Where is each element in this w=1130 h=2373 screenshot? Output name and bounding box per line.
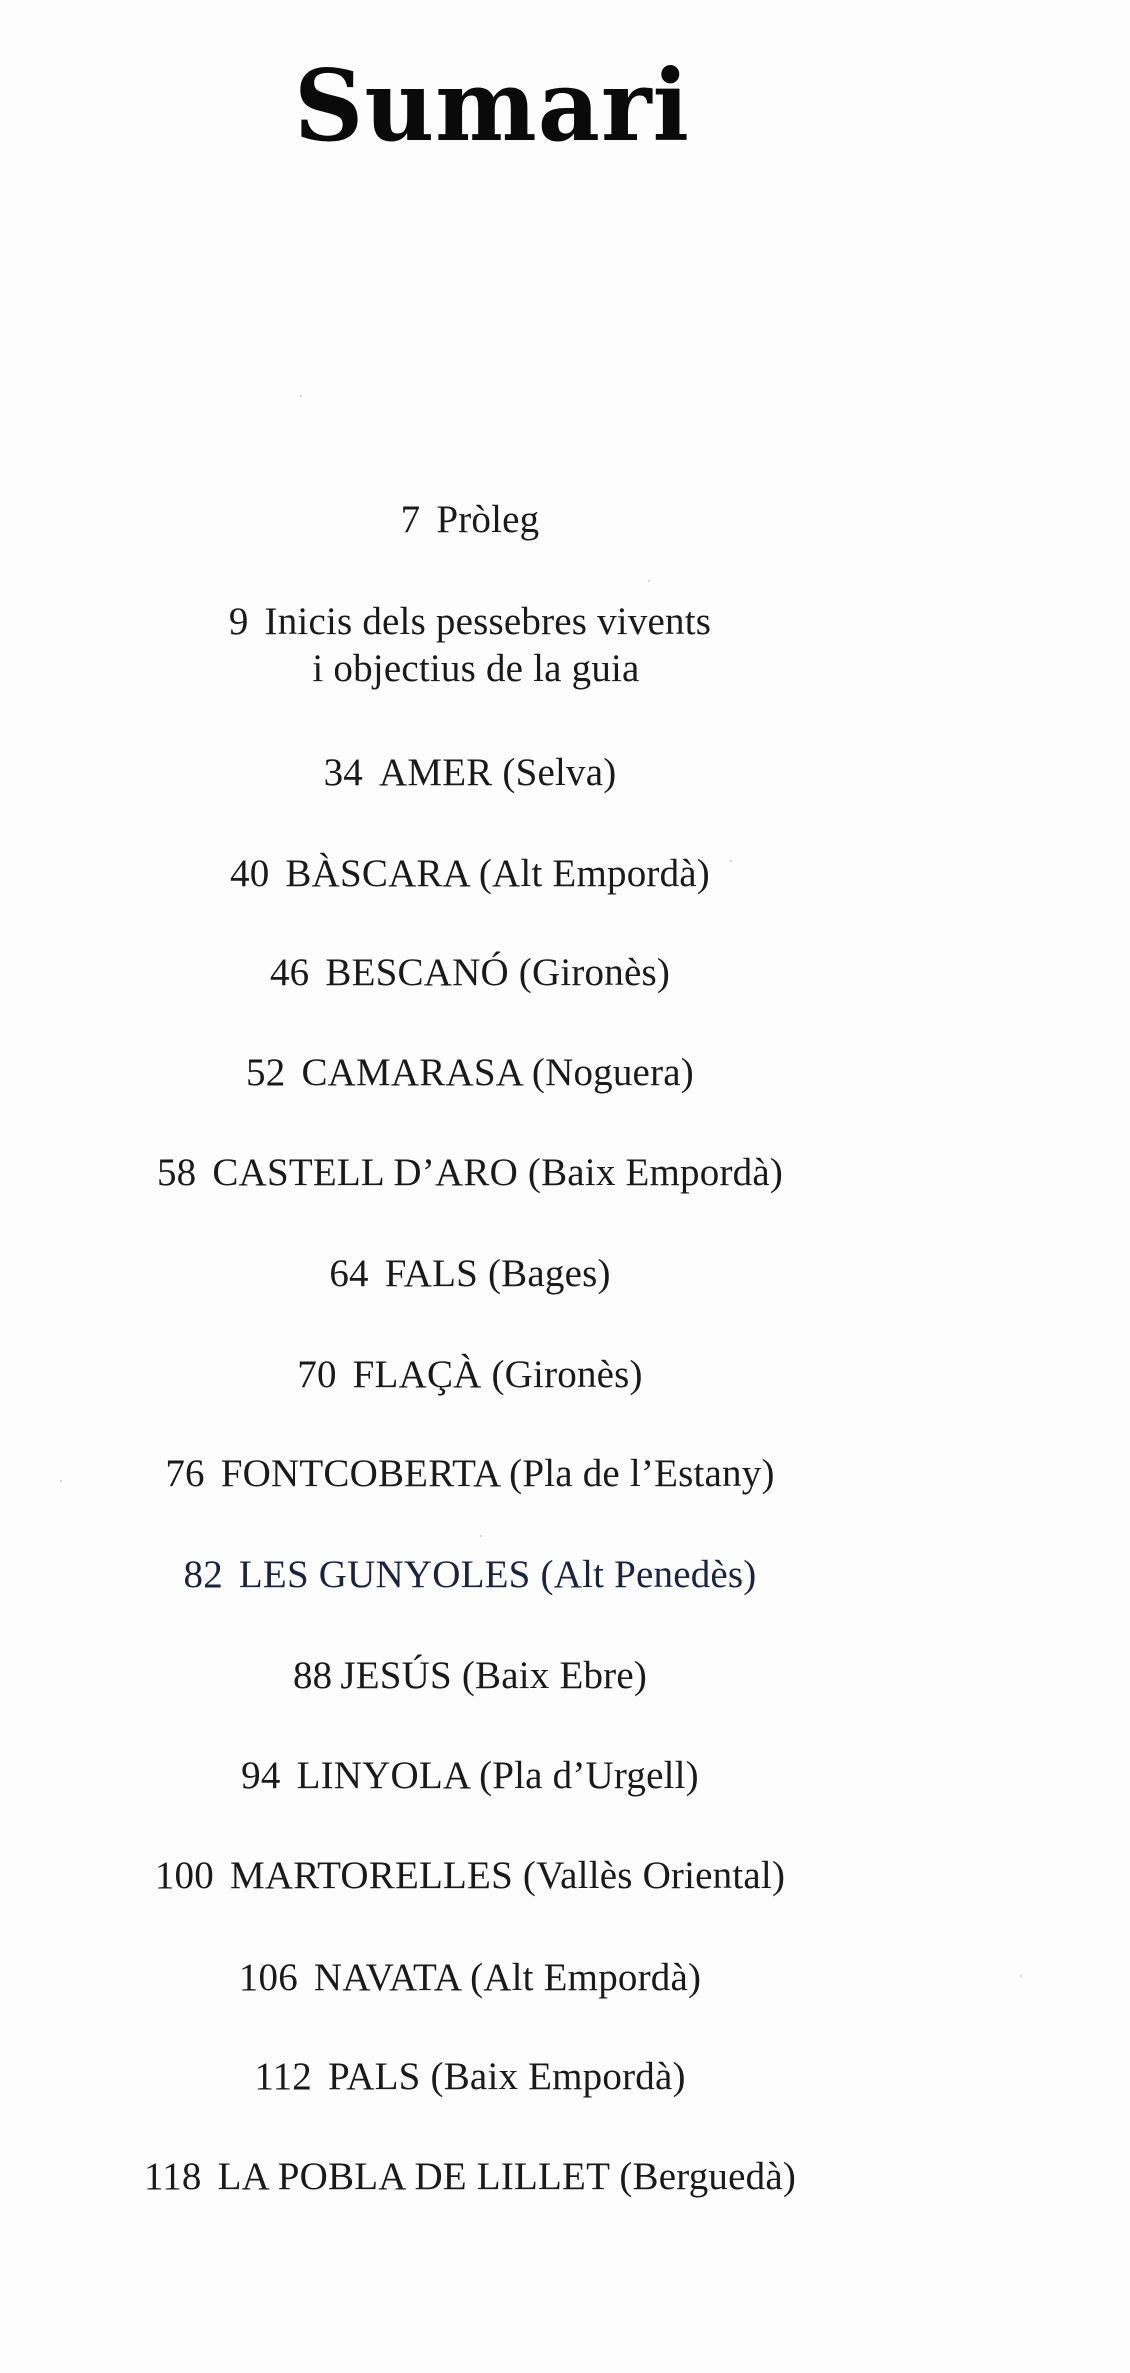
toc-title: BESCANÓ	[325, 951, 509, 994]
scan-speck	[480, 1535, 482, 1537]
toc-entry-les-gunyoles[interactable]	[0, 1551, 940, 1598]
toc-page-number: 46	[269, 951, 310, 994]
toc-page-number: 34	[323, 751, 363, 794]
toc-entry-linyola[interactable]	[0, 1752, 940, 1799]
toc-page-number: 100	[154, 1854, 214, 1897]
toc-title: Pròleg	[436, 498, 540, 541]
toc-page-number: 52	[246, 1051, 286, 1094]
toc-page-number: 9	[228, 600, 249, 643]
toc-entry-proleg[interactable]	[0, 496, 940, 543]
toc-region: (Vallès Oriental)	[522, 1854, 786, 1897]
toc-entry-camarasa[interactable]	[0, 1049, 940, 1096]
scan-speck	[648, 580, 650, 582]
toc-region: (Pla d’Urgell)	[479, 1754, 699, 1797]
toc-title: JESÚS	[340, 1654, 452, 1697]
toc-page-number: 64	[329, 1252, 369, 1295]
toc-region: (Alt Penedès)	[540, 1553, 757, 1596]
toc-title: LINYOLA	[296, 1754, 470, 1797]
toc-region: (Baix Empordà)	[430, 2055, 686, 2098]
toc-region: (Baix Ebre)	[461, 1654, 648, 1697]
scan-speck	[300, 395, 302, 397]
toc-page-number: 76	[165, 1452, 205, 1495]
toc-page-number: 106	[238, 1956, 298, 1999]
toc-page-number: 118	[143, 2155, 202, 2198]
toc-region: (Alt Empordà)	[470, 1956, 702, 1999]
toc-title: PALS	[327, 2055, 421, 2098]
toc-region: (Selva)	[502, 751, 617, 794]
toc-entry-navata[interactable]	[0, 1954, 940, 2001]
toc-region: (Noguera)	[531, 1051, 694, 1094]
toc-page-number: 7	[400, 498, 421, 541]
scan-speck	[1020, 1975, 1022, 1977]
toc-entry-la-pobla-de-lillet[interactable]	[0, 2153, 940, 2200]
toc-entry-fals[interactable]	[0, 1250, 940, 1297]
toc-title: LES GUNYOLES	[238, 1553, 531, 1596]
toc-page-number: 112	[254, 2055, 312, 2098]
toc-page-number: 88	[292, 1654, 333, 1697]
toc-region: (Pla de l’Estany)	[509, 1452, 775, 1495]
page-title: Sumari	[294, 49, 690, 164]
scan-speck	[730, 860, 732, 862]
toc-title: CAMARASA	[301, 1051, 522, 1094]
toc-page-number: 94	[241, 1754, 281, 1797]
toc-region: (Alt Empordà)	[478, 852, 710, 895]
toc-title: BÀSCARA	[285, 852, 469, 895]
toc-title: AMER	[378, 751, 493, 794]
toc-entry-fontcoberta[interactable]	[0, 1450, 940, 1497]
toc-region: (Baix Empordà)	[527, 1151, 784, 1194]
toc-title: NAVATA	[313, 1956, 461, 1999]
toc-region: (Berguedà)	[619, 2155, 797, 2198]
toc-entry-castell-daro[interactable]	[0, 1149, 940, 1196]
toc-title: MARTORELLES	[229, 1854, 513, 1897]
toc-title: LA POBLA DE LILLET	[217, 2155, 610, 2198]
toc-entry-amer[interactable]	[0, 749, 940, 796]
toc-entry-bascara[interactable]	[0, 850, 940, 897]
toc-title-continuation: i objectius de la guia	[312, 647, 640, 690]
toc-page-number: 58	[156, 1151, 197, 1194]
toc-title: CASTELL D’ARO	[212, 1151, 518, 1194]
toc-page-number: 82	[183, 1553, 223, 1596]
toc-title: Inicis dels pessebres vivents	[264, 600, 712, 643]
toc-entry-flaca[interactable]	[0, 1351, 940, 1398]
toc-title: FLAÇÀ	[352, 1353, 482, 1396]
toc-page-number: 40	[230, 852, 270, 895]
toc-title: FONTCOBERTA	[220, 1452, 500, 1495]
toc-region: (Gironès)	[491, 1353, 643, 1396]
toc-title: FALS	[384, 1252, 479, 1295]
toc-entry-pals[interactable]	[0, 2053, 940, 2100]
toc-region: (Gironès)	[518, 951, 671, 994]
toc-entry-inicis[interactable]	[0, 598, 940, 692]
toc-page-number: 70	[297, 1353, 337, 1396]
scan-speck	[60, 1480, 62, 1482]
toc-entry-jesus[interactable]	[0, 1652, 940, 1699]
toc-entry-martorelles[interactable]	[0, 1852, 940, 1899]
toc-entry-bescano[interactable]	[0, 949, 940, 996]
toc-region: (Bages)	[487, 1252, 611, 1295]
